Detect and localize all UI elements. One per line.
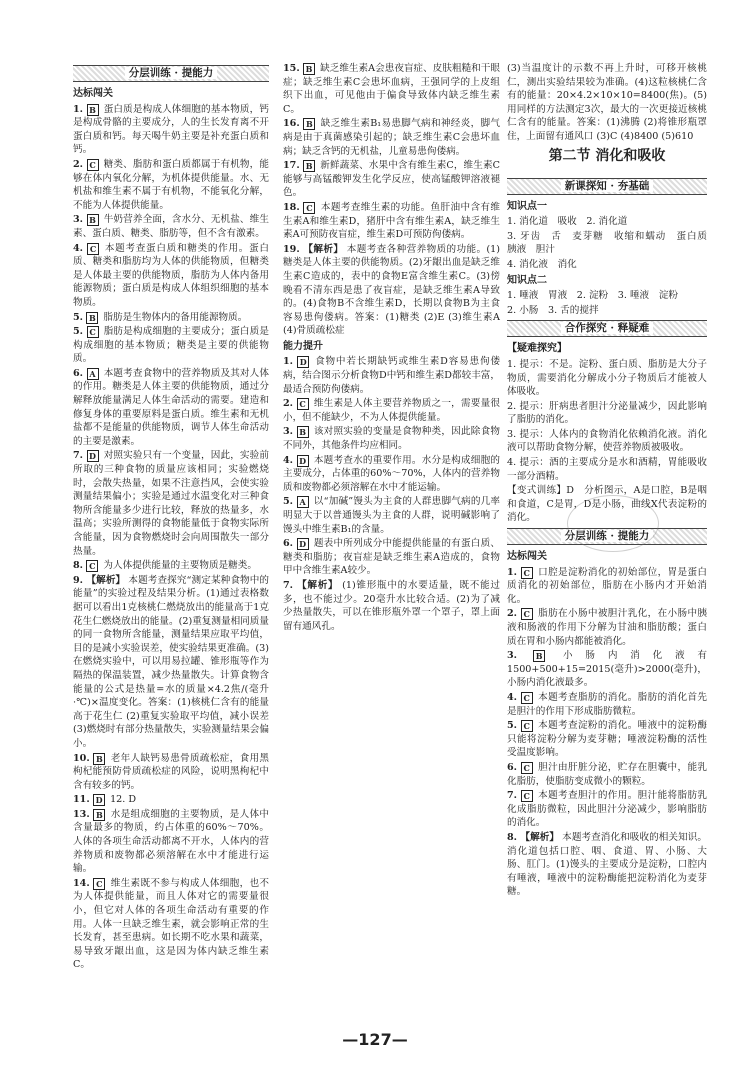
answer-item <box>283 117 500 158</box>
answer-item <box>73 311 269 325</box>
answer-choice: C <box>521 790 533 802</box>
answer-text: 本题考查胆汁的作用。胆汁能将脂肪乳化成脂肪微粒，因此胆汁分泌减少，影响脂肪的消化。 <box>507 790 707 829</box>
answer-choice: A <box>297 496 309 508</box>
answer-choice: D <box>297 455 309 467</box>
answer-item <box>507 691 707 718</box>
answer-choice: C <box>93 878 105 890</box>
item-number: 7. <box>283 579 298 591</box>
answer-choice: D <box>297 538 309 550</box>
left-column <box>73 62 269 1032</box>
text-line: 1. 唾液 胃液 2. 淀粉 3. 唾液 淀粉 <box>507 290 678 302</box>
item-number: 11. <box>73 794 94 806</box>
answer-item <box>507 607 707 648</box>
text-line: 2. 小肠 3. 舌的搅拌 <box>507 304 599 316</box>
answer-item <box>283 495 500 536</box>
answer-text: 小肠内消化液有1500+500+15=2015(毫升)>2000(毫升)，小肠内消化液最多。 <box>507 650 707 689</box>
answer-text: 老年人缺钙易患骨质疏松症，食用黑枸杞能预防骨质疏松症的风险，说明黑枸杞中含有较多的钙。 <box>73 752 269 791</box>
item-number: 1. <box>507 566 521 578</box>
answer-text: 新鲜蔬菜、水果中含有维生素C，维生素C能够与高锰酸钾发生化学反应，使高锰酸钾溶液褪色。 <box>283 160 500 199</box>
section-title: 第二节 消化和吸收 <box>548 147 666 164</box>
answer-choice: C <box>521 608 533 620</box>
answer-choice: 【解析】 <box>86 574 126 586</box>
item-number: 3. <box>507 650 534 662</box>
answer-item <box>507 649 707 690</box>
answer-item <box>283 397 500 424</box>
answer-text: 本题考查食物中的营养物质及其对人体的作用。糖类是人体主要的供能物质，通过分解释放能量满足人体生命活动的需要。建造和修复身体的重要原料是蛋白质。维生素和无机盐都不是能量的供能物质，调节人体生命活动的主要是激素。 <box>73 367 269 447</box>
answer-text: 脂肪是构成细胞的主要成分；蛋白质是构成细胞的基本物质；糖类是主要的供能物质。 <box>73 326 269 365</box>
section-heading: 达标闯关 <box>73 88 113 99</box>
item-number: 5. <box>73 311 87 323</box>
answer-text: 题表中所列成分中能提供能量的有蛋白质、糖类和脂肪；夜盲症是缺乏维生素A造成的，食物甲中含维生素A较少。 <box>283 538 500 577</box>
item-number: 5. <box>507 720 521 732</box>
answer-item <box>73 808 269 876</box>
answer-list <box>507 566 707 899</box>
answer-text: 本题考查蛋白质和糖类的作用。蛋白质、糖类和脂肪均为人体的供能物质，但糖类是人体最主要的供能物质，脂肪为人体内备用能源物质；蛋白质是构成人体组织细胞的基本物质。 <box>73 242 269 308</box>
item-number: 16. <box>283 118 304 130</box>
banner-layered-training: 分层训练 · 提能力 <box>73 65 269 82</box>
item-number: 19. <box>283 243 304 255</box>
answer-item <box>507 719 707 760</box>
answer-choice: 【解析】 <box>520 831 560 843</box>
item-number: 6. <box>73 367 87 379</box>
answer-choice: B <box>297 426 309 438</box>
item-number: 13. <box>73 808 94 820</box>
answer-choice: C <box>521 692 533 704</box>
answer-text: 本题考查水的重要作用。水分是构成细胞的主要成分，占体重的60%～70%，人体内的营养物质和废物都必须溶解在水中才能运输。 <box>283 454 500 493</box>
answer-text: 本题考查各种营养物质的功能。(1)糖类是人体主要的供能物质。(2)牙龈出血是缺乏维生素C造成的，表中的食物E富含维生素C。(3)傍晚看不清东西是患了夜盲症，是缺乏维生素A导致的。(4)食物B不含维生素D，长期以食物B为主食容易患佝偻病。答案：(1)糖类 (2)E (3)维生素A (4)骨质疏松症 <box>283 243 501 337</box>
answer-item <box>73 325 269 366</box>
answer-text: 以“加碱”馒头为主食的人群患脚气病的几率明显大于以普通馒头为主食的人群，说明碱影响了馒头中维生素B₁的含量。 <box>283 496 501 535</box>
answer-text: 本题考查维生素的功能。鱼肝油中含有维生素A和维生素D，猪肝中含有维生素A，缺乏维生素A可预防夜盲症，维生素D可预防佝偻病。 <box>283 201 500 241</box>
answer-item <box>283 355 500 396</box>
banner-layered-training-2: 分层训练 · 提能力 <box>507 528 707 545</box>
item-number: 8. <box>73 560 87 572</box>
answer-choice: C <box>87 243 99 255</box>
item-number: 9. <box>73 574 87 586</box>
answer-text: 缺乏维生素A会患夜盲症、皮肤粗糙和干眼症；缺乏维生素C会患坏血病，王强同学的上皮组织下出血，可见他由于偏食导致体内缺乏维生素C。 <box>283 63 500 115</box>
answer-list <box>283 355 500 633</box>
item-number: 2. <box>73 158 87 170</box>
item-number: 4. <box>73 242 88 254</box>
answer-item <box>73 877 269 972</box>
answer-choice: C <box>521 567 533 579</box>
answer-choice: B <box>533 650 545 662</box>
answer-item <box>73 158 269 212</box>
answer-item <box>507 831 707 899</box>
answer-text: 糖类、脂肪和蛋白质都属于有机物，能够在体内氧化分解，为机体提供能量。水、无机盐和维生素不属于有机物，不能氧化分解，不能为人体提供能量。 <box>73 158 269 211</box>
text-line: 4. 提示：酒的主要成分是水和酒精，胃能吸收一部分酒精。 <box>507 457 707 482</box>
item-number: 6. <box>507 761 521 773</box>
answer-choice: B <box>303 118 315 130</box>
item-number: 2. <box>507 608 521 620</box>
answer-choice: C <box>303 202 315 214</box>
banner-new-lesson: 新课探知 · 夯基础 <box>507 178 707 195</box>
item-number: 5. <box>73 326 87 338</box>
answer-choice: C <box>87 326 99 338</box>
text-line: 4. 消化液 消化 <box>507 258 577 270</box>
answer-item <box>73 752 269 793</box>
answer-text: 本题考查脂肪的消化。脂肪的消化首先是胆汁的作用下形成脂肪微粒。 <box>507 691 707 717</box>
answer-choice: B <box>303 63 315 75</box>
answer-item <box>283 243 500 338</box>
item-number: 1. <box>73 103 87 115</box>
text-line: 3. 牙齿 舌 麦芽糖 收缩和蠕动 蛋白质 胰液 胆汁 <box>507 230 717 256</box>
item-number: 10. <box>73 752 94 764</box>
page-number: —127— <box>342 1030 408 1049</box>
answer-item <box>73 213 269 240</box>
item-number: 3. <box>283 426 297 438</box>
answer-item <box>507 761 707 788</box>
item-number: 17. <box>283 160 304 172</box>
answer-text: 蛋白质是构成人体细胞的基本物质，钙是构成骨骼的主要成分，人的生长发育离不开蛋白质和钙。每天喝牛奶主要是补充蛋白质和钙。 <box>73 103 269 156</box>
answer-choice: B <box>86 312 98 324</box>
answer-choice: 【解析】 <box>297 579 339 591</box>
answer-item <box>507 789 707 830</box>
answer-text: 该对照实验的变量是食物种类，因此除食物不同外，其他条件均应相同。 <box>283 426 500 452</box>
answer-item <box>73 103 269 157</box>
answer-item <box>507 566 707 607</box>
answer-choice: C <box>521 762 533 774</box>
banner-cooperative: 合作探究 · 释疑难 <box>507 320 707 337</box>
section-heading: 达标闯关 <box>507 551 547 563</box>
answer-item <box>283 425 500 452</box>
answer-item <box>73 559 269 573</box>
answer-choice: B <box>93 753 105 765</box>
item-number: 6. <box>283 538 297 550</box>
answer-choice: C <box>86 560 98 572</box>
answer-text: 为人体提供能量的主要物质是糖类。 <box>100 560 257 572</box>
answer-text: 牛奶营养全面，含水分、无机盐、维生素、蛋白质、糖类、脂肪等，但不含有激素。 <box>73 214 269 239</box>
item-number: 18. <box>283 201 304 213</box>
answer-text: 本题考查淀粉的消化。唾液中的淀粉酶只能将淀粉分解为麦芽糖；唾液淀粉酶的活性受温度影响。 <box>507 720 707 759</box>
answer-text: 食物中若长期缺钙或维生素D容易患佝偻病，结合图示分析食物D中钙和维生素D都较丰富，最适合预防佝偻病。 <box>283 356 500 395</box>
item-number: 7. <box>73 450 87 462</box>
variant-training: 【变式训练】D 分析图示，A是口腔，B是咽和食道，C是胃，D是小肠，曲线X代表淀粉的消化。 <box>507 485 707 524</box>
answer-text: 脂肪是生物体内的备用能源物质。 <box>100 311 248 323</box>
answer-choice: A <box>87 368 99 380</box>
answer-item <box>283 159 500 200</box>
answer-choice: C <box>87 159 99 171</box>
item-number: 5. <box>283 496 297 508</box>
answer-choice: B <box>93 809 105 821</box>
answer-item <box>73 367 269 449</box>
answer-text: 维生素是人体主要营养物质之一，需要量很小，但不能缺少，不为人体提供能量。 <box>283 398 500 423</box>
answer-item <box>73 242 269 310</box>
answer-choice: D <box>87 450 99 462</box>
answer-choice: 【解析】 <box>303 243 344 255</box>
answer-choice: B <box>87 214 99 226</box>
text-line: 1. 提示：不是。淀粉、蛋白质、脂肪是大分子物质，需要消化分解成小分子物质后才能被人体吸收。 <box>507 358 707 398</box>
difficulty-heading: 【疑难探究】 <box>507 343 567 355</box>
watermark-stamp <box>567 495 659 552</box>
answer-item <box>73 449 269 558</box>
answer-item <box>73 574 269 751</box>
answer-list <box>73 103 269 972</box>
answer-text: 维生素既不参与构成人体细胞，也不为人体提供能量，而且人体对它的需要量很小，但它对人体的各项生命活动有重要的作用。人体一旦缺乏维生素，就会影响正常的生长发育，甚至患病。如长期不吃水果和蔬菜，易导致牙龈出血，这是因为体内缺乏维生素C。 <box>73 877 269 971</box>
answer-choice: C <box>521 720 533 732</box>
answer-item <box>283 62 500 116</box>
answer-choice: C <box>297 398 309 410</box>
answer-choice: B <box>303 160 315 172</box>
item-number: 2. <box>283 398 297 410</box>
answer-text: (1)锥形瓶中的水要适量，既不能过多，也不能过少。20毫升水比较合适。(2)为了减少热量散失，可以在锥形瓶外罩一个罩子，罩上面留有通风孔。 <box>283 579 501 632</box>
item-number: 15. <box>283 63 304 74</box>
text-line: 3. 提示：人体内的食物消化依赖消化液。消化液可以帮助食物分解，使营养物质被吸收。 <box>507 428 707 454</box>
item-number: 3. <box>73 214 87 226</box>
answer-text: 胆汁由肝脏分泌，贮存在胆囊中，能乳化脂肪，使脂肪变成微小的颗粒。 <box>507 761 707 787</box>
answer-item <box>283 201 500 242</box>
knowledge-point-2: 知识点二 <box>507 274 547 286</box>
answer-choice: B <box>87 104 99 116</box>
answer-item <box>73 793 269 807</box>
answer-item <box>283 454 500 495</box>
item-number: 14. <box>73 877 94 889</box>
continued-answer: (3)当温度计的示数不再上升时，可移开核桃仁，测出实验结果较为准确。(4)这粒核桃仁含有的能量：20×4.2×10×10=8400(焦)。(5)用同样的方法测定3次，最大的一次更接近核桃仁含有的能量。答案：(1)沸腾 (2)将锥形瓶罩住，上面留有通风口 (3)C (4)8400 (5)610 <box>507 63 707 142</box>
section-heading: 能力提升 <box>283 340 323 352</box>
answer-text: 本题考查消化和吸收的相关知识。消化道包括口腔、咽、食道、胃、小肠、大肠、肛门。(1)馒头的主要成分是淀粉，口腔内有唾液，唾液中的淀粉酶能把淀粉消化为麦芽糖。 <box>507 831 707 898</box>
text-line: 1. 消化道 吸收 2. 消化道 <box>507 216 628 228</box>
answer-text: 12. D <box>107 794 137 806</box>
answer-choice: D <box>93 794 105 806</box>
answer-text: 本题考查探究“测定某种食物中的能量”的实验过程及结果分析。(1)通过表格数据可以看出1克核桃仁燃烧放出的能量高于1克花生仁燃烧放出的能量。(2)重复测量相同质量的同一食物所含能量，测量结果应取平均值，目的是减小实验误差，使实验结果更准确。(3)在燃烧实验中，可以用易拉罐、锥形瓶等作为隔热的保温装置，减少热量散失。计算食物含能量的公式是热量=水的质量×4.2焦/(毫升·℃)×温度变化。答案：(1)核桃仁含有的能量高于花生仁 (2)重复实验取平均值，减小误差 (3)燃烧时有部分热量散失，实验测量结果会偏小。 <box>73 574 270 749</box>
answer-text: 脂肪在小肠中被胆汁乳化，在小肠中胰液和肠液的作用下分解为甘油和脂肪酸；蛋白质在胃和小肠内都能被消化。 <box>507 608 707 647</box>
item-number: 4. <box>507 691 521 703</box>
middle-column <box>283 62 500 1032</box>
answer-item <box>283 537 500 578</box>
answer-text: 口腔是淀粉消化的初始部位，胃是蛋白质消化的初始部位，脂肪在小肠内才开始消化。 <box>507 566 707 605</box>
item-number: 8. <box>507 831 521 843</box>
answer-list <box>283 62 500 338</box>
knowledge-point-1: 知识点一 <box>507 200 547 212</box>
answer-choice: D <box>297 356 309 368</box>
answer-text: 对照实验只有一个变量，因此，实验前所取的三种食物的质量应该相同；实验燃烧时，会散失热量，如果不注意挡风，会使实验测量结果偏小；实验是通过水温变化对三种食物所含能量多少进行比较，释放的热量多，水温高；实验所测得的食物能量低于食物实际所含能量，因为食物燃烧时会向周围散失一部分热量。 <box>73 450 269 557</box>
tips-list <box>507 358 707 483</box>
item-number: 4. <box>283 454 297 466</box>
answer-text: 水是组成细胞的主要物质，是人体中含量最多的物质，约占体重的60%～70%。人体的各项生命活动都离不开水，人体内的营养物质和废物都必须溶解在水中才能进行运输。 <box>73 808 269 875</box>
item-number: 7. <box>507 790 521 802</box>
knowledge-lines <box>507 289 707 317</box>
text-line: 2. 提示：肝病患者胆汁分泌量减少，因此影响了脂肪的消化。 <box>507 400 707 426</box>
knowledge-lines <box>507 215 717 271</box>
answer-text: 缺乏维生素B₁易患脚气病和神经炎，脚气病是由于真菌感染引起的；缺乏维生素C会患坏血病；缺乏含钙的无机盐，儿童易患佝偻病。 <box>283 118 500 157</box>
item-number: 1. <box>283 356 298 368</box>
answer-item <box>283 579 500 633</box>
